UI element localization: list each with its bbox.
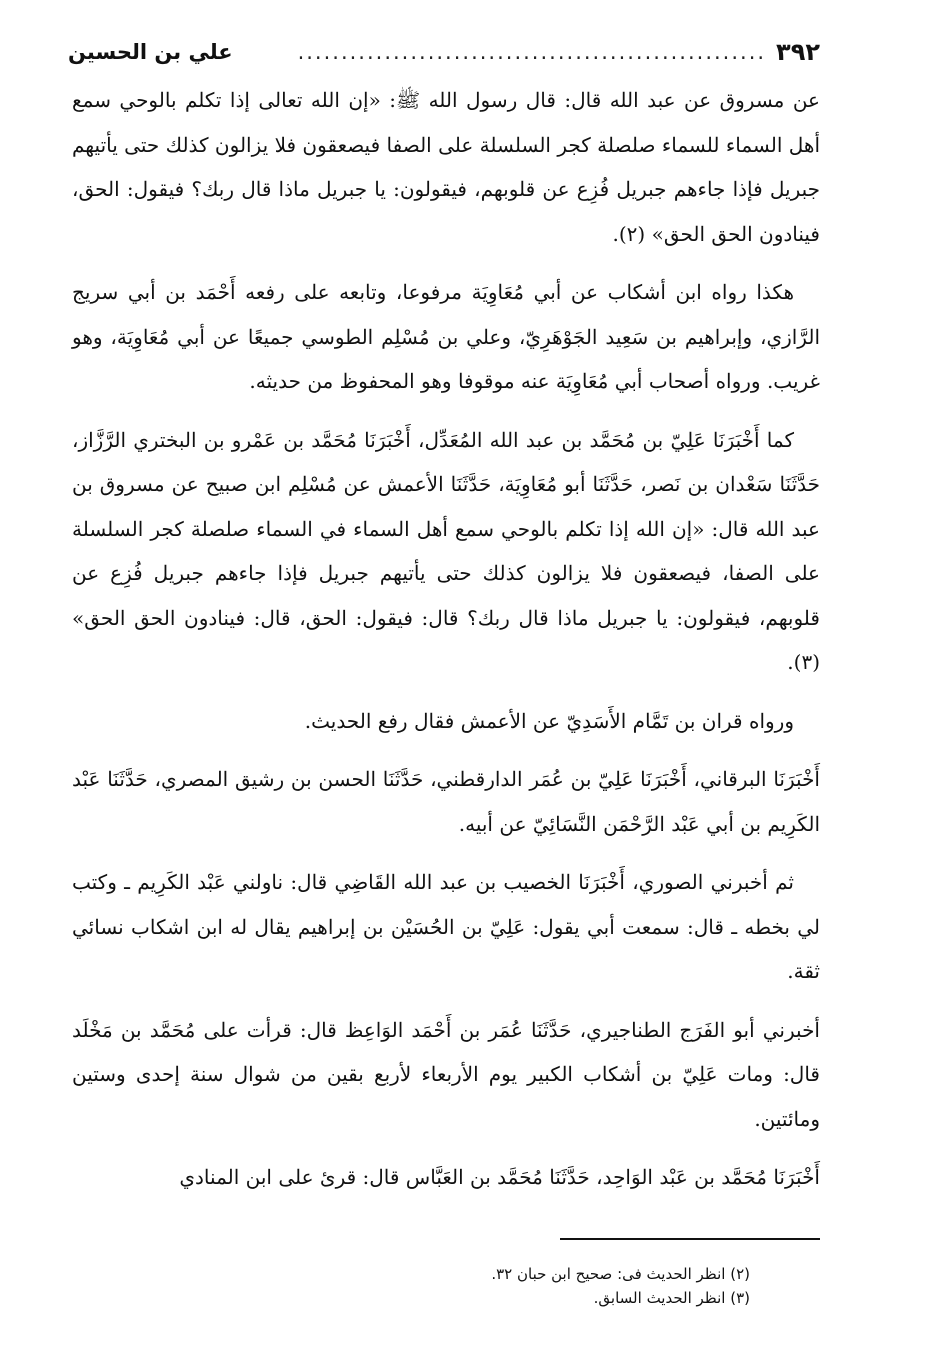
running-title: علي بن الحسين — [68, 40, 233, 64]
paragraph: كما أَخْبَرَنَا عَلِيّ بن مُحَمَّد بن عبد الله المُعَدِّل، أَخْبَرَنَا مُحَمَّد بن عَمْرو بن البختري الرَّزَّاز، حَدَّثَنَا سَعْدان بن نَصر، حَدَّثَنَا أبو مُعَاوِيَة، حَدَّثَنَا الأعمش عن مُسْلِم ابن صبيح عن مسروق بن عبد الله قال: «إن الله إذا تكلم بالوحي سمع أهل السماء في السماء صلصلة كجر السلسلة على الصفا، فيصعقون فلا يزالون كذلك حتى يأتيهم جبريل فإذا جاءهم جبريل فُزِع عن قلوبهم، فيقولون: يا جبريل ماذا قال ربك؟ قال: فيقول: الحق، قال: فينادون الحق الحق» (٣). — [72, 427, 820, 674]
footnote: (٣) انظر الحديث السابق. — [593, 1289, 750, 1307]
paragraph: أَخْبَرَنَا مُحَمَّد بن عَبْد الوَاحِد، حَدَّثَنَا مُحَمَّد بن العَبَّاس قال: قرئ على ابن المنادي — [179, 1165, 820, 1189]
page-header — [68, 30, 820, 74]
footnote-separator — [560, 1238, 820, 1240]
paragraph: هكذا رواه ابن أشكاب عن أبي مُعَاوِيَة مرفوعا، وتابعه على رفعه أَحْمَد بن أبي سريج الرَّازي، وإبراهيم بن سَعِيد الجَوْهَرِيّ، وعلي بن مُسْلِم الطوسي جميعًا عن أبي مُعَاوِيَة، وهو غريب. ورواه أصحاب أبي مُعَاوِيَة عنه موقوفا وهو المحفوظ من حديثه. — [72, 280, 820, 393]
paragraph: ورواه قران بن تَمَّام الأَسَدِيّ عن الأعمش فقال رفع الحديث. — [304, 708, 794, 733]
paragraph: عن مسروق عن عبد الله قال: قال رسول الله ﷺ: «إن الله تعالى إذا تكلم بالوحي سمع أهل السماء للسماء صلصلة كجر السلسلة على الصفا فيصعقون فلا يزالون كذلك حتى يأتيهم جبريل فإذا جاءهم جبريل فُزِع عن قلوبهم، فيقولون: يا جبريل ماذا قال ربك؟ فيقول: الحق، فينادون الحق الحق» (٢). — [72, 88, 820, 246]
footnote: (٢) انظر الحديث فى: صحيح ابن حبان ٣٢. — [491, 1265, 750, 1283]
main-text — [72, 78, 820, 1214]
leader-dots: ...................................................... — [297, 40, 767, 64]
page-number: ٣٩٢ — [776, 38, 820, 66]
paragraph: أَخْبَرَنَا البرقاني، أَخْبَرَنَا عَلِيّ بن عُمَر الدارقطني، حَدَّثَنَا الحسن بن رشيق المصري، حَدَّثَنَا عَبْد الكَرِيم بن أبي عَبْد الرَّحْمَن النَّسَائِيّ عن أبيه. — [72, 767, 820, 836]
footnotes — [430, 1262, 750, 1310]
paragraph: أخبرني أبو الفَرَج الطناجيري، حَدَّثَنَا عُمَر بن أَحْمَد الوَاعِظ قال: قرأت على مُحَمَّد بن مَخْلَد قال: ومات عَلِيّ بن أشكاب الكبير يوم الأربعاء لأربع بقين من شوال سنة إحدى وستين ومائتين. — [72, 1017, 820, 1131]
paragraph: ثم أخبرني الصوري، أَخْبَرَنَا الخصيب بن عبد الله القَاضِي قال: ناولني عَبْد الكَرِيم ـ وكتب لي بخطه ـ قال: سمعت أبي يقول: عَلِيّ بن الحُسَيْن بن إبراهيم يقال له ابن اشكاب نسائي ثقة. — [72, 870, 820, 983]
